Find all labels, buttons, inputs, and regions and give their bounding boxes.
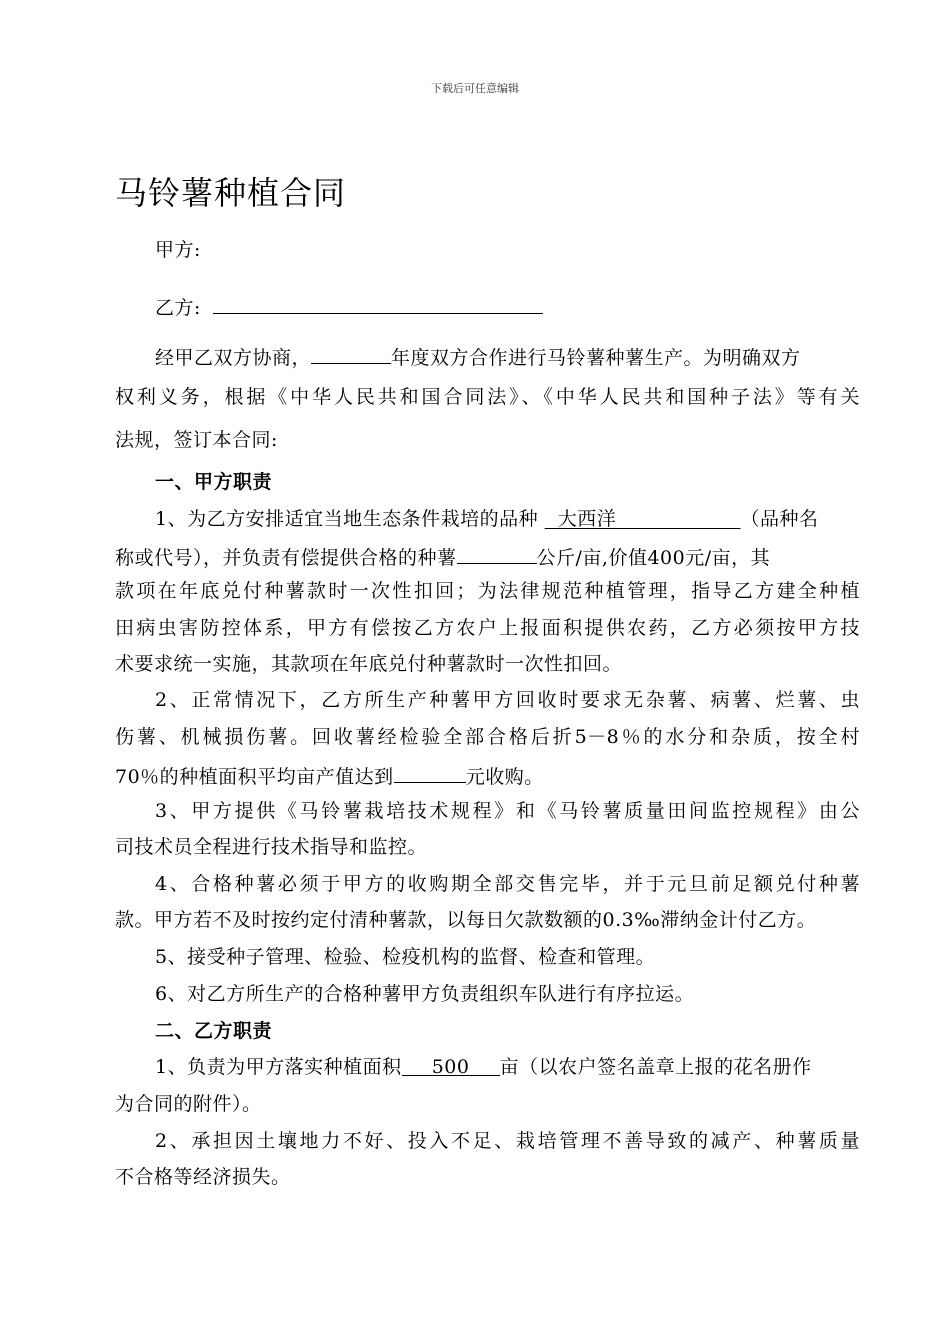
s1-p5-line: 5、接受种子管理、检验、检疫机构的监督、检查和管理。 <box>155 946 656 968</box>
s1-p1-line-5: 术要求统一实施，其款项在年底兑付种薯款时一次性扣回。 <box>115 653 623 675</box>
variety-value[interactable] <box>545 508 741 530</box>
s1-p2-line-1: 2、正常情况下，乙方所生产种薯甲方回收时要求无杂薯、病薯、烂薯、虫 <box>155 689 860 711</box>
party-b-blank[interactable] <box>213 293 543 314</box>
party-a-line <box>155 238 860 262</box>
intro-line-1 <box>155 343 860 370</box>
s1-p1-text-c: 称或代号），并负责有偿提供合格的种薯 <box>115 547 457 569</box>
s1-p1-line-3: 款项在年底兑付种薯款时一次性扣回；为法律规范种植管理，指导乙方建全种植 <box>115 580 860 602</box>
s2-p1-line-2: 为合同的附件）。 <box>115 1093 262 1115</box>
s2-p2-line-2: 不合格等经济损失。 <box>115 1166 291 1188</box>
year-blank[interactable] <box>311 343 391 364</box>
intro-text-a: 经甲乙双方协商， <box>155 347 312 369</box>
party-b-line <box>155 293 860 320</box>
s1-p2-line-2: 伤薯、机械损伤薯。回收薯经检验全部合格后折5－8％的水分和杂质，按全村 <box>115 726 860 748</box>
seed-quantity-blank[interactable] <box>457 543 537 564</box>
intro-text-b: 年度双方合作进行马铃薯种薯生产。为明确双方 <box>391 347 801 369</box>
s1-p1-text-a: 1、为乙方安排适宜当地生态条件栽培的品种 <box>155 508 545 530</box>
section2-heading: 二、乙方职责 <box>155 1020 273 1042</box>
s1-p3-line-2: 司技术员全程进行技术指导和监控。 <box>115 836 428 858</box>
s1-p2-line-3 <box>115 762 860 789</box>
s2-p2-line-1: 2、承担因土壤地力不好、投入不足、栽培管理不善导致的减产、种薯质量 <box>155 1130 860 1152</box>
party-a-label: 甲方: <box>155 239 201 261</box>
s2-p1-text-b: 亩（以农户签名盖章上报的花名册作 <box>499 1056 812 1078</box>
s2-p1-line-1 <box>155 1055 860 1079</box>
intro-line-2: 权利义务，根据《中华人民共和国合同法》、《中华人民共和国种子法》等有关 <box>115 386 860 408</box>
price-blank[interactable] <box>394 762 466 783</box>
s1-p2-text-a: 70％的种植面积平均亩产值达到 <box>115 766 394 788</box>
s1-p1-line-2 <box>115 543 860 570</box>
party-b-label: 乙方: <box>155 297 201 319</box>
s1-p6-line: 6、对乙方所生产的合格种薯甲方负责组织车队进行有序拉运。 <box>155 983 695 1005</box>
s1-p1-line-4: 田病虫害防控体系，甲方有偿按乙方农户上报面积提供农药，乙方必须按甲方技 <box>115 617 860 639</box>
section1-heading: 一、甲方职责 <box>155 471 273 493</box>
variety-name: 大西洋 <box>557 508 617 530</box>
s2-p1-text-a: 1、负责为甲方落实种植面积 <box>155 1056 402 1078</box>
s1-p1-text-b: （品种名 <box>740 508 819 530</box>
intro-line-3: 法规，签订本合同: <box>115 429 278 451</box>
s1-p4-line-1: 4、合格种薯必须于甲方的收购期全部交售完毕，并于元旦前足额兑付种薯 <box>155 873 860 895</box>
header-note: 下载后可任意编辑 <box>431 82 519 95</box>
s1-p1-line-1 <box>155 507 860 531</box>
document-title: 马铃薯种植合同 <box>115 174 347 212</box>
s1-p3-line-1: 3、甲方提供《马铃薯栽培技术规程》和《马铃薯质量田间监控规程》由公 <box>155 800 860 822</box>
s1-p1-text-d: 公斤/亩,价值400元/亩，其 <box>536 547 771 569</box>
s1-p4-line-2: 款。甲方若不及时按约定付清种薯款，以每日欠款数额的0.3‰滞纳金计付乙方。 <box>115 909 817 931</box>
area-value[interactable]: 500 <box>402 1055 500 1076</box>
s1-p2-text-b: 元收购。 <box>465 766 544 788</box>
